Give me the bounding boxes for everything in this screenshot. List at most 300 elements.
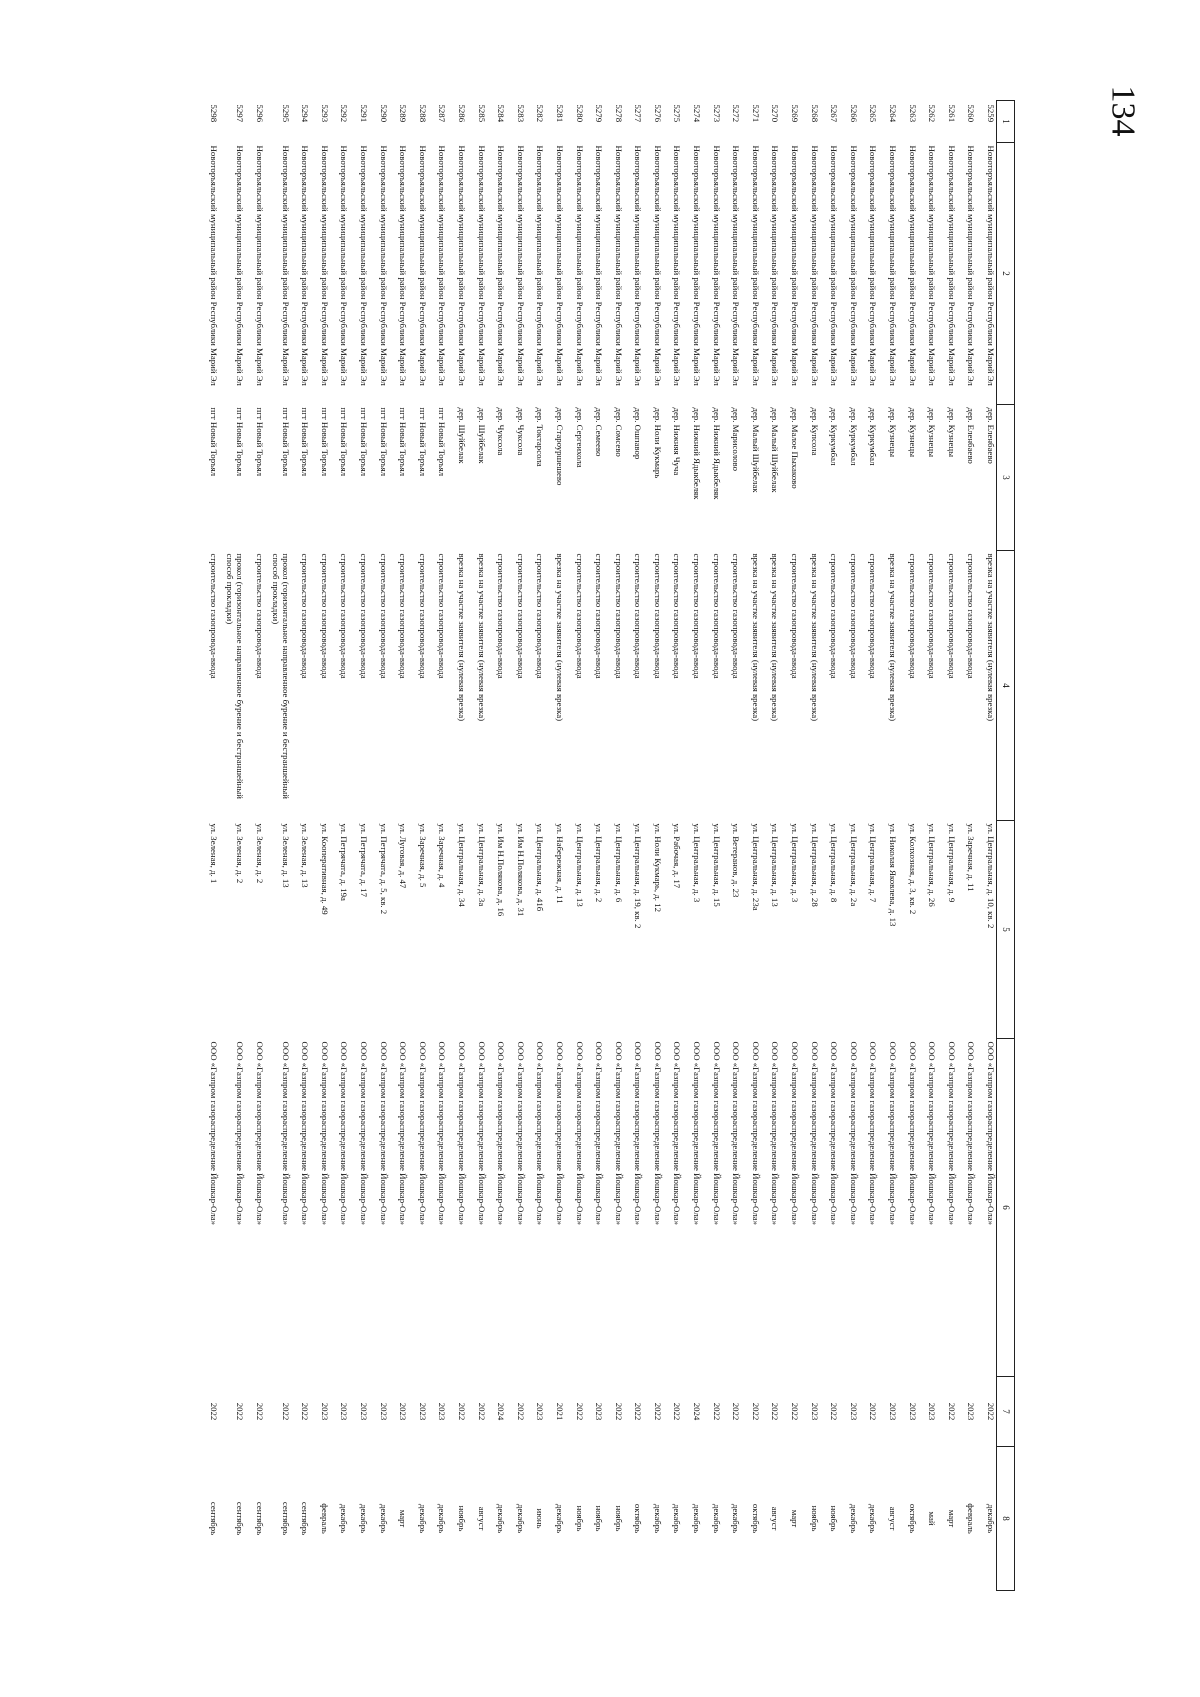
column-number-header-row	[997, 101, 1015, 1591]
address-cell: ул. Кооперативная, д. 49	[319, 823, 330, 915]
column-header-5: 5	[997, 821, 1015, 1039]
district-cell: Новоторъяльский муниципальный район Республики Марий Эл	[496, 145, 507, 386]
table-row	[408, 101, 428, 1591]
month-cell: декабрь	[652, 1503, 663, 1534]
row-number: 5292	[339, 104, 350, 123]
table-row	[741, 101, 761, 1591]
work-type-cell: врезка на участке заявителя (нулевая врезка)	[888, 553, 899, 722]
district-cell: Новоторъяльский муниципальный район Республики Марий Эл	[907, 145, 918, 386]
year-cell: 2023	[809, 1402, 820, 1421]
month-cell: декабрь	[711, 1503, 722, 1534]
table-row	[487, 101, 507, 1591]
column-header-6: 6	[997, 1039, 1015, 1377]
address-cell: ул. Центральная, д. 26	[927, 823, 938, 907]
row-number: 5291	[359, 104, 369, 123]
district-cell: Новоторъяльский муниципальный район Республики Марий Эл	[770, 145, 781, 386]
district-cell: Новоторъяльский муниципальный район Республики Марий Эл	[868, 145, 879, 386]
district-cell: Новоторъяльский муниципальный район Республики Марий Эл	[417, 145, 428, 386]
year-cell: 2023	[907, 1402, 918, 1421]
year-cell: 2024	[692, 1402, 703, 1421]
work-type-cell: прокол (горизонтальное направленное бурение и бестраншейный способ прокладки)	[225, 553, 246, 799]
year-cell: 2023	[378, 1402, 389, 1421]
month-cell: сентябрь	[209, 1501, 220, 1536]
work-type-cell: строительство газопровода-ввода	[398, 553, 409, 679]
month-cell: ноябрь	[809, 1505, 820, 1532]
district-cell: Новоторъяльский муниципальный район Республики Марий Эл	[476, 145, 487, 386]
row-number: 5273	[711, 104, 722, 123]
organization-cell: ООО «Газпром газораспределение Йошкар-Ола»	[790, 1041, 801, 1226]
row-number: 5298	[209, 104, 220, 123]
work-type-cell: врезка на участке заявителя (нулевая врезка)	[554, 553, 565, 722]
work-type-cell: строительство газопровода-ввода	[319, 553, 330, 679]
settlement-cell: пгт Новый Торъял	[359, 407, 369, 477]
organization-cell: ООО «Газпром газораспределение Йошкар-Ола»	[437, 1041, 448, 1226]
table-row	[878, 101, 898, 1591]
month-cell: март	[398, 1509, 409, 1528]
year-cell: 2022	[235, 1402, 246, 1421]
address-cell: ул. Центральная, д. 28	[809, 823, 820, 907]
work-type-cell: строительство газопровода-ввода	[692, 553, 703, 679]
table-row	[604, 101, 624, 1591]
work-type-cell: врезка на участке заявителя (нулевая врезка)	[750, 553, 761, 722]
district-cell: Новоторъяльский муниципальный район Республики Марий Эл	[888, 145, 899, 386]
table-row	[265, 101, 291, 1591]
row-number: 5281	[554, 104, 565, 123]
settlement-cell: дер. Куркумбал	[829, 407, 840, 466]
year-cell: 2023	[319, 1402, 330, 1421]
address-cell: ул. Центральная, д. 7	[868, 823, 879, 903]
organization-cell: ООО «Газпром газораспределение Йошкар-Ола»	[515, 1041, 526, 1226]
year-cell: 2022	[711, 1402, 722, 1421]
row-number: 5266	[848, 104, 859, 123]
district-cell: Новоторъяльский муниципальный район Республики Марий Эл	[809, 145, 820, 386]
address-cell: ул. Центральная, д. 3	[790, 823, 801, 903]
row-number: 5260	[966, 104, 977, 123]
month-cell: декабрь	[986, 1503, 996, 1534]
month-cell: декабрь	[692, 1503, 703, 1534]
year-cell: 2023	[594, 1402, 605, 1421]
column-header-7: 7	[997, 1377, 1015, 1447]
row-number: 5294	[300, 104, 311, 123]
work-type-cell: врезка на участке заявителя (нулевая врезка)	[456, 553, 467, 722]
district-cell: Новоторъяльский муниципальный район Республики Марий Эл	[927, 145, 938, 386]
table-row	[722, 101, 742, 1591]
district-cell: Новоторъяльский муниципальный район Республики Марий Эл	[750, 145, 761, 386]
work-type-cell: строительство газопровода-ввода	[829, 553, 840, 679]
settlement-cell: пгт Новый Торъял	[417, 407, 428, 477]
table-row	[918, 101, 938, 1591]
month-cell: сентябрь	[235, 1501, 246, 1536]
year-cell: 2022	[280, 1402, 291, 1421]
district-cell: Новоторъяльский муниципальный район Республики Марий Эл	[966, 145, 977, 386]
row-number: 5293	[319, 104, 330, 123]
organization-cell: ООО «Газпром газораспределение Йошкар-Ола»	[300, 1041, 311, 1226]
month-cell: декабрь	[496, 1503, 507, 1534]
year-cell: 2023	[339, 1402, 350, 1421]
district-cell: Новоторъяльский муниципальный район Республики Марий Эл	[652, 145, 663, 386]
settlement-cell: дер. Нижний Ядыкбеляк	[711, 407, 722, 500]
table-row	[820, 101, 840, 1591]
row-number: 5274	[692, 104, 703, 123]
month-cell: декабрь	[731, 1503, 742, 1534]
month-cell: август	[888, 1506, 899, 1531]
year-cell: 2022	[652, 1402, 663, 1421]
year-cell: 2022	[209, 1402, 220, 1421]
year-cell: 2023	[398, 1402, 409, 1421]
district-cell: Новоторъяльский муниципальный район Республики Марий Эл	[554, 145, 565, 386]
settlement-cell: дер. Куркумбал	[848, 407, 859, 466]
organization-cell: ООО «Газпром газораспределение Йошкар-Ола»	[692, 1041, 703, 1226]
district-cell: Новоторъяльский муниципальный район Республики Марий Эл	[692, 145, 703, 386]
settlement-cell: дер. Староуршешево	[554, 407, 565, 486]
district-cell: Новоторъяльский муниципальный район Республики Марий Эл	[731, 145, 742, 386]
row-number: 5267	[829, 104, 840, 123]
address-cell: ул. Набережная, д. 11	[554, 823, 565, 904]
row-number: 5295	[280, 104, 291, 123]
month-cell: октябрь	[750, 1503, 761, 1534]
address-cell: ул. Колхозная, д. 3, кв. 2	[907, 823, 918, 915]
address-cell: ул. Николая Яковлева, д. 13	[888, 823, 899, 927]
table-row	[219, 101, 245, 1591]
column-header-2: 2	[997, 143, 1015, 405]
month-cell: декабрь	[848, 1503, 859, 1534]
settlement-cell: пгт Новый Торъял	[235, 407, 246, 477]
row-number: 5276	[652, 104, 663, 123]
organization-cell: ООО «Газпром газораспределение Йошкар-Ола»	[535, 1041, 546, 1226]
year-cell: 2022	[476, 1402, 487, 1421]
organization-cell: ООО «Газпром газораспределение Йошкар-Ола»	[378, 1041, 389, 1226]
work-type-cell: строительство газопровода-ввода	[496, 553, 507, 679]
table-row	[369, 101, 389, 1591]
row-number: 5262	[927, 104, 938, 123]
table-row	[245, 101, 265, 1591]
month-cell: ноябрь	[574, 1505, 585, 1532]
year-cell: 2022	[300, 1402, 311, 1421]
address-cell: ул. Центральная, д. 10, кв. 2	[986, 823, 996, 929]
organization-cell: ООО «Газпром газораспределение Йошкар-Ола»	[359, 1041, 369, 1226]
table-row	[349, 101, 369, 1591]
row-number: 5270	[770, 104, 781, 123]
organization-cell: ООО «Газпром газораспределение Йошкар-Ола»	[554, 1041, 565, 1226]
organization-cell: ООО «Газпром газораспределение Йошкар-Ола»	[986, 1041, 996, 1226]
address-cell: ул. Им Н.Полякова, д. 16	[496, 823, 507, 917]
year-cell: 2023	[848, 1402, 859, 1421]
row-number: 5288	[417, 104, 428, 123]
address-cell: ул. Петрячата, д. 17	[359, 823, 369, 897]
year-cell: 2023	[359, 1402, 369, 1421]
table-row	[467, 101, 487, 1591]
district-cell: Новоторъяльский муниципальный район Республики Марий Эл	[574, 145, 585, 386]
row-number: 5277	[633, 104, 644, 123]
address-cell: ул. Луговая, д. 47	[398, 823, 409, 889]
address-cell: ул. Центральная, д. 9	[946, 823, 957, 903]
settlement-cell: пгт Новый Торъял	[319, 407, 330, 477]
month-cell: октябрь	[633, 1503, 644, 1534]
district-cell: Новоторъяльский муниципальный район Республики Марий Эл	[300, 145, 311, 386]
year-cell: 2022	[750, 1402, 761, 1421]
table-row	[310, 101, 330, 1591]
organization-cell: ООО «Газпром газораспределение Йошкар-Ола»	[652, 1041, 663, 1226]
organization-cell: ООО «Газпром газораспределение Йошкар-Ола»	[417, 1041, 428, 1226]
settlement-cell: пгт Новый Торъял	[254, 407, 265, 477]
district-cell: Новоторъяльский муниципальный район Республики Марий Эл	[535, 145, 546, 386]
work-type-cell: врезка на участке заявителя (нулевая врезка)	[986, 553, 996, 722]
table-row	[526, 101, 546, 1591]
year-cell: 2024	[496, 1402, 507, 1421]
row-number: 5261	[946, 104, 957, 123]
district-cell: Новоторъяльский муниципальный район Республики Марий Эл	[594, 145, 605, 386]
month-cell: сентябрь	[300, 1501, 311, 1536]
district-cell: Новоторъяльский муниципальный район Республики Марий Эл	[254, 145, 265, 386]
settlement-cell: дер. Кузнецы	[907, 407, 918, 457]
address-cell: ул. Центральная, д. 23а	[750, 823, 761, 911]
settlement-cell: пгт Новый Торъял	[209, 407, 220, 477]
district-cell: Новоторъяльский муниципальный район Республики Марий Эл	[319, 145, 330, 386]
organization-cell: ООО «Газпром газораспределение Йошкар-Ола»	[927, 1041, 938, 1226]
row-number: 5265	[868, 104, 879, 123]
table-row	[389, 101, 409, 1591]
table-row	[800, 101, 820, 1591]
district-cell: Новоторъяльский муниципальный район Республики Марий Эл	[829, 145, 840, 386]
month-cell: октябрь	[907, 1503, 918, 1534]
settlement-cell: дер. Шуйбелак	[476, 407, 487, 464]
work-type-cell: строительство газопровода-ввода	[535, 553, 546, 679]
table-row	[428, 101, 448, 1591]
year-cell: 2022	[986, 1402, 996, 1421]
organization-cell: ООО «Газпром газораспределение Йошкар-Ола»	[339, 1041, 350, 1226]
work-type-cell: строительство газопровода-ввода	[868, 553, 879, 679]
address-cell: ул. Зеленая, д. 2	[235, 823, 246, 884]
work-type-cell: строительство газопровода-ввода	[672, 553, 683, 679]
settlement-cell: пгт Новый Торъял	[280, 407, 291, 477]
month-cell: февраль	[966, 1503, 977, 1534]
address-cell: ул. Заречная, д. 11	[966, 823, 977, 892]
settlement-cell: дер. Кузнецы	[888, 407, 899, 457]
month-cell: март	[790, 1509, 801, 1528]
district-cell: Новоторъяльский муниципальный район Республики Марий Эл	[848, 145, 859, 386]
row-number: 5275	[672, 104, 683, 123]
month-cell: ноябрь	[829, 1505, 840, 1532]
table-row	[937, 101, 957, 1591]
address-cell: ул. Центральная, д. 3а	[476, 823, 487, 907]
organization-cell: ООО «Газпром газораспределение Йошкар-Ола»	[711, 1041, 722, 1226]
year-cell: 2023	[535, 1402, 546, 1421]
organization-cell: ООО «Газпром газораспределение Йошкар-Ола»	[809, 1041, 820, 1226]
table-row	[859, 101, 879, 1591]
work-type-cell: строительство газопровода-ввода	[790, 553, 801, 679]
year-cell: 2022	[790, 1402, 801, 1421]
month-cell: декабрь	[672, 1503, 683, 1534]
table-body	[199, 101, 996, 1591]
settlement-cell: дер. Сергеихола	[574, 407, 585, 468]
column-header-4: 4	[997, 551, 1015, 821]
gasification-schedule-table	[199, 100, 1015, 1591]
organization-cell: ООО «Газпром газораспределение Йошкар-Ола»	[750, 1041, 761, 1226]
month-cell: декабрь	[515, 1503, 526, 1534]
organization-cell: ООО «Газпром газораспределение Йошкар-Ола»	[235, 1041, 246, 1226]
month-cell: ноябрь	[594, 1505, 605, 1532]
table-row	[683, 101, 703, 1591]
month-cell: декабрь	[339, 1503, 350, 1534]
month-cell: сентябрь	[254, 1501, 265, 1536]
settlement-cell: дер. Ноли Кукмарь	[652, 407, 663, 479]
organization-cell: ООО «Газпром газораспределение Йошкар-Ола»	[829, 1041, 840, 1226]
work-type-cell: строительство газопровода-ввода	[254, 553, 265, 679]
row-number: 5272	[731, 104, 742, 123]
work-type-cell: строительство газопровода-ввода	[907, 553, 918, 679]
month-cell: декабрь	[359, 1503, 369, 1534]
table-row	[624, 101, 644, 1591]
settlement-cell: дер. Нижняя Чуча	[672, 407, 683, 476]
district-cell: Новоторъяльский муниципальный район Республики Марий Эл	[790, 145, 801, 386]
organization-cell: ООО «Газпром газораспределение Йошкар-Ола»	[594, 1041, 605, 1226]
row-number: 5279	[594, 104, 605, 123]
organization-cell: ООО «Газпром газораспределение Йошкар-Ола»	[496, 1041, 507, 1226]
year-cell: 2022	[456, 1402, 467, 1421]
work-type-cell: строительство газопровода-ввода	[731, 553, 742, 679]
table-row	[199, 101, 219, 1591]
table-row	[780, 101, 800, 1591]
organization-cell: ООО «Газпром газораспределение Йошкар-Ола»	[672, 1041, 683, 1226]
month-cell: ноябрь	[456, 1505, 467, 1532]
settlement-cell: пгт Новый Торъял	[437, 407, 448, 477]
work-type-cell: строительство газопровода-ввода	[613, 553, 624, 679]
month-cell: декабрь	[868, 1503, 879, 1534]
district-cell: Новоторъяльский муниципальный район Республики Марий Эл	[209, 145, 220, 386]
month-cell: май	[927, 1511, 938, 1526]
settlement-cell: дер. Кузнецы	[946, 407, 957, 457]
address-cell: ул. Центральная, д. 8	[829, 823, 840, 903]
address-cell: ул. Зеленая, д. 13	[300, 823, 311, 888]
address-cell: ул. Рабочая, д. 17	[672, 823, 683, 889]
organization-cell: ООО «Газпром газораспределение Йошкар-Ола»	[633, 1041, 644, 1226]
table-row	[330, 101, 350, 1591]
table-row	[545, 101, 565, 1591]
table-row	[976, 101, 996, 1591]
organization-cell: ООО «Газпром газораспределение Йошкар-Ола»	[209, 1041, 220, 1226]
district-cell: Новоторъяльский муниципальный район Республики Марий Эл	[378, 145, 389, 386]
district-cell: Новоторъяльский муниципальный район Республики Марий Эл	[986, 145, 996, 386]
address-cell: ул. Петрячата, д. 19а	[339, 823, 350, 901]
work-type-cell: строительство газопровода-ввода	[927, 553, 938, 679]
address-cell: ул. Центральная, д. 13	[770, 823, 781, 907]
row-number: 5284	[496, 104, 507, 123]
address-cell: ул. Центральная, д. 34	[456, 823, 467, 907]
settlement-cell: дер. Ошпавор	[633, 407, 644, 460]
row-number: 5280	[574, 104, 585, 123]
work-type-cell: строительство газопровода-ввода	[711, 553, 722, 679]
row-number: 5296	[254, 104, 265, 123]
district-cell: Новоторъяльский муниципальный район Республики Марий Эл	[235, 145, 246, 386]
year-cell: 2022	[672, 1402, 683, 1421]
work-type-cell: строительство газопровода-ввода	[339, 553, 350, 679]
settlement-cell: дер. Семеево	[594, 407, 605, 457]
work-type-cell: строительство газопровода-ввода	[417, 553, 428, 679]
settlement-cell: дер. Малый Шуйбелак	[750, 407, 761, 493]
address-cell: ул. Центральная, д. 2	[594, 823, 605, 903]
table-row	[702, 101, 722, 1591]
document-table-sheet	[185, 100, 1015, 1590]
row-number: 5259	[986, 104, 996, 123]
district-cell: Новоторъяльский муниципальный район Республики Марий Эл	[339, 145, 350, 386]
organization-cell: ООО «Газпром газораспределение Йошкар-Ола»	[280, 1041, 291, 1226]
district-cell: Новоторъяльский муниципальный район Республики Марий Эл	[633, 145, 644, 386]
table-row	[761, 101, 781, 1591]
settlement-cell: дер. Нижний Ядыкбеляк	[692, 407, 703, 500]
table-row	[585, 101, 605, 1591]
row-number: 5287	[437, 104, 448, 123]
month-cell: декабрь	[417, 1503, 428, 1534]
row-number: 5290	[378, 104, 389, 123]
work-type-cell: строительство газопровода-ввода	[966, 553, 977, 679]
work-type-cell: строительство газопровода-ввода	[359, 553, 369, 679]
table-row	[447, 101, 467, 1591]
month-cell: март	[946, 1509, 957, 1528]
month-cell: декабрь	[437, 1503, 448, 1534]
month-cell: февраль	[319, 1503, 330, 1534]
work-type-cell: строительство газопровода-ввода	[633, 553, 644, 679]
year-cell: 2022	[770, 1402, 781, 1421]
column-header-8: 8	[997, 1447, 1015, 1591]
page-number: 134	[1104, 85, 1142, 137]
work-type-cell: строительство газопровода-ввода	[594, 553, 605, 679]
work-type-cell: строительство газопровода-ввода	[848, 553, 859, 679]
district-cell: Новоторъяльский муниципальный район Республики Марий Эл	[398, 145, 409, 386]
work-type-cell: строительство газопровода-ввода	[378, 553, 389, 679]
year-cell: 2022	[946, 1402, 957, 1421]
settlement-cell: дер. Кузнецы	[927, 407, 938, 457]
address-cell: ул. Центральная, д. 15	[711, 823, 722, 907]
address-cell: ул. Заречная, д. 5	[417, 823, 428, 888]
district-cell: Новоторъяльский муниципальный район Республики Марий Эл	[672, 145, 683, 386]
address-cell: ул. Центральная, д. 19, кв. 2	[633, 823, 644, 929]
settlement-cell: дер. Купсола	[809, 407, 820, 456]
table-row	[839, 101, 859, 1591]
year-cell: 2022	[254, 1402, 265, 1421]
address-cell: ул. Центральная, д. 41б	[535, 823, 546, 912]
settlement-cell: дер. Чуксола	[515, 407, 526, 456]
settlement-cell: дер. Сомсево	[613, 407, 624, 457]
address-cell: ул. Ветеранов, д. 23	[731, 823, 742, 898]
month-cell: август	[770, 1506, 781, 1531]
work-type-cell: врезка на участке заявителя (нулевая врезка)	[770, 553, 781, 722]
settlement-cell: пгт Новый Торъял	[339, 407, 350, 477]
year-cell: 2023	[966, 1402, 977, 1421]
work-type-cell: строительство газопровода-ввода	[652, 553, 663, 679]
work-type-cell: врезка на участке заявителя (нулевая врезка)	[809, 553, 820, 722]
year-cell: 2022	[731, 1402, 742, 1421]
address-cell: ул. Зеленая, д. 1	[209, 823, 220, 884]
work-type-cell: строительство газопровода-ввода	[515, 553, 526, 679]
organization-cell: ООО «Газпром газораспределение Йошкар-Ола»	[574, 1041, 585, 1226]
organization-cell: ООО «Газпром газораспределение Йошкар-Ола»	[476, 1041, 487, 1226]
settlement-cell: пгт Новый Торъял	[398, 407, 409, 477]
settlement-cell: дер. Токтарсола	[535, 407, 546, 467]
organization-cell: ООО «Газпром газораспределение Йошкар-Ола»	[398, 1041, 409, 1226]
row-number: 5268	[809, 104, 820, 123]
settlement-cell: дер. Еленбаево	[986, 407, 996, 464]
month-cell: декабрь	[378, 1503, 389, 1534]
district-cell: Новоторъяльский муниципальный район Республики Марий Эл	[437, 145, 448, 386]
district-cell: Новоторъяльский муниципальный район Республики Марий Эл	[613, 145, 624, 386]
work-type-cell: врезка на участке заявителя (нулевая врезка)	[476, 553, 487, 722]
work-type-cell: прокол (горизонтальное направленное бурение и бестраншейный способ прокладки)	[270, 553, 291, 799]
settlement-cell: дер. Куркумбал	[868, 407, 879, 466]
settlement-cell: дер. Шуйбелак	[456, 407, 467, 464]
row-number: 5271	[750, 104, 761, 123]
row-number: 5283	[515, 104, 526, 123]
table-row	[565, 101, 585, 1591]
